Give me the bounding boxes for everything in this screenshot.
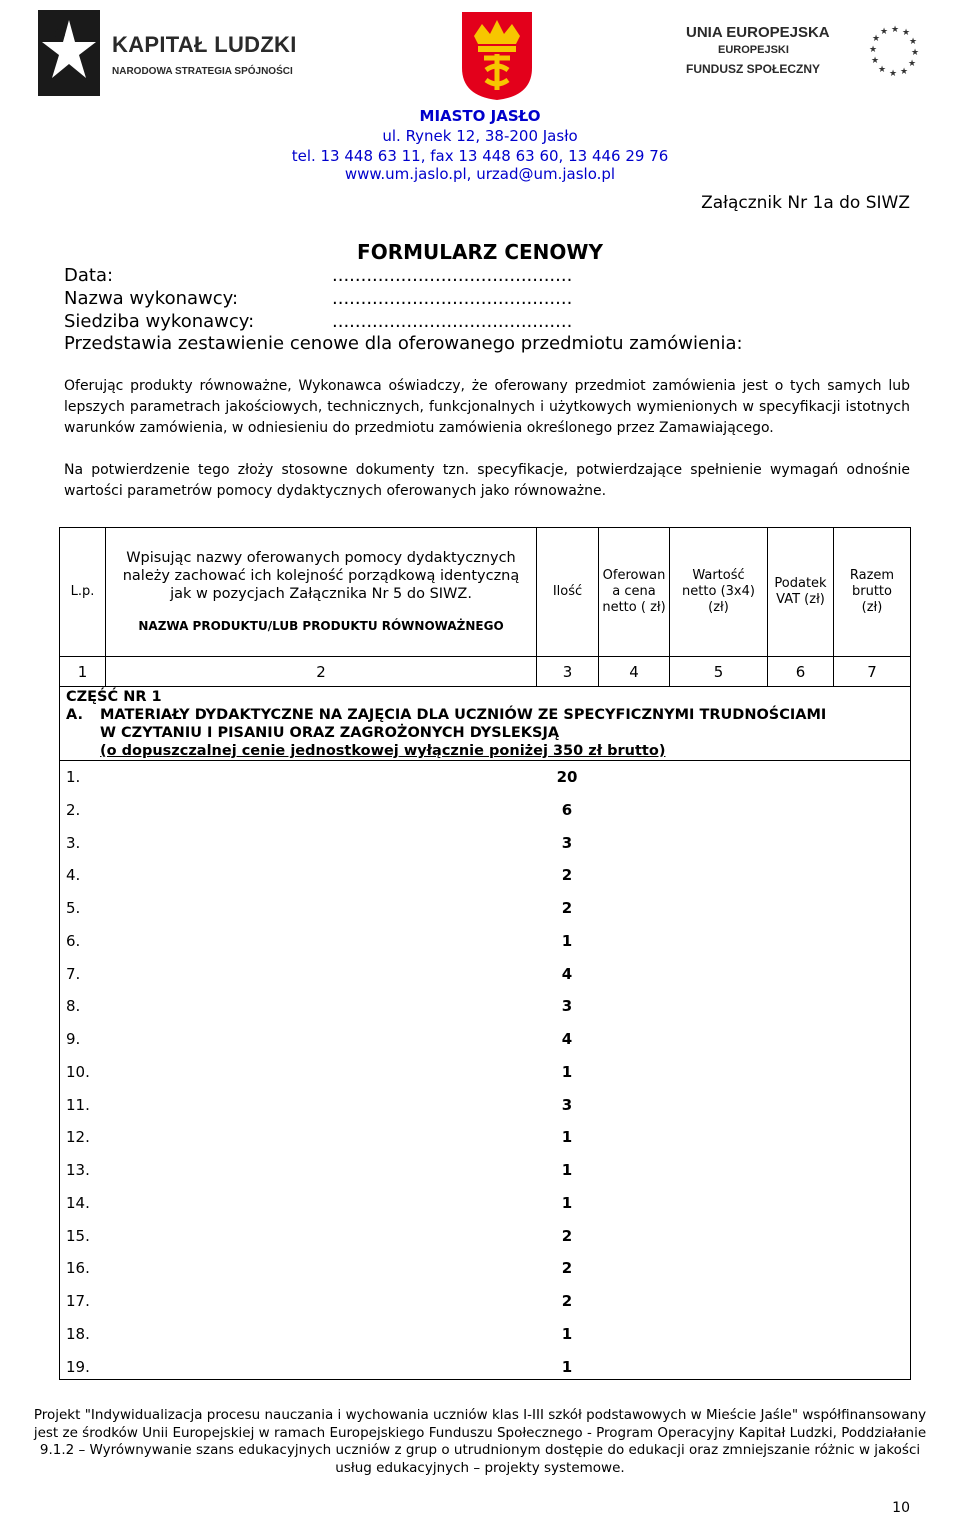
attachment-label: Załącznik Nr 1a do SIWZ (701, 193, 910, 213)
row-quantity: 6 (561, 800, 573, 819)
contractor-address-field (64, 311, 573, 332)
header-vat: Podatek VAT (zł) (774, 576, 827, 607)
project-footer (0, 1407, 960, 1477)
svg-text:★: ★ (908, 59, 917, 69)
footer-line1: Projekt "Indywidualizacja procesu nauczania i wychowania uczniów klas I-III szkół podstawowych w Mieście Jaśle" współfinansowany (33, 1407, 927, 1423)
eu-logo-line2: EUROPEJSKI (718, 44, 789, 56)
section-line1: MATERIAŁY DYDAKTYCZNE NA ZAJĘCIA DLA UCZNIÓW ZE SPECYFICZNYMI TRUDNOŚCIAMI (100, 707, 827, 723)
table-row (60, 1220, 910, 1252)
row-quantity: 1 (561, 1324, 573, 1343)
documents-paragraph: Na potwierdzenie tego złoży stosowne dokumenty tzn. specyfikacje, potwierdzające spełnienie wymagań odnośnie wartości parametrów pomocy dydaktycznych oferowanych jako równoważne. (64, 462, 910, 499)
price-table (59, 527, 911, 1380)
column-number: 7 (867, 663, 877, 681)
footer-line3: 9.1.2 – Wyrównywanie szans edukacyjnych uczniów z grup o utrudnionym dostępie do edukacji oraz zmniejszanie różnic w jakości (39, 1442, 921, 1458)
svg-text:★: ★ (878, 65, 887, 75)
table-row (60, 859, 910, 891)
kapital-ludzki-star-icon (38, 10, 100, 96)
header-quantity: Ilość (552, 584, 583, 599)
date-dots: .......................................... (332, 265, 573, 286)
table-row (60, 1154, 910, 1186)
eu-logo-line3: FUNDUSZ SPOŁECZNY (686, 62, 821, 76)
row-lp: 4. (66, 866, 81, 885)
row-lp: 6. (66, 931, 81, 950)
row-quantity: 20 (556, 768, 578, 786)
eu-logo-line1: UNIA EUROPEJSKA (686, 24, 830, 41)
column-number: 2 (316, 663, 326, 681)
column-number: 5 (713, 663, 724, 681)
equivalence-paragraph: Oferując produkty równoważne, Wykonawca oświadczy, że oferowany przedmiot zamówienia jest o tych samych lub lepszych parametrach jakościowych, technicznych, funkcjonalnych i użytkowych wymienionych w specyfikacji istotnych warunków zamówienia, w odniesieniu do przedmiotu zamówienia określonego przez Zamawiającego. (64, 378, 910, 436)
row-quantity: 1 (561, 1193, 573, 1212)
header-product-name (106, 528, 536, 656)
table-row (60, 1351, 910, 1383)
kapital-ludzki-title: KAPITAŁ LUDZKI (112, 32, 297, 57)
contractor-name-field (64, 288, 573, 309)
section-price-limit: (o dopuszczalnej cenie jednostkowej wyłącznie poniżej 350 zł brutto) (100, 743, 666, 759)
svg-text:★: ★ (871, 56, 880, 66)
table-row (60, 925, 910, 957)
row-quantity: 1 (561, 1128, 573, 1147)
web-email: www.um.jaslo.pl, urzad@um.jaslo.pl (344, 165, 616, 183)
table-row (60, 990, 910, 1022)
footer-line4: usług edukacyjnych – projekty systemowe. (335, 1459, 625, 1476)
svg-text:★: ★ (872, 34, 881, 44)
row-lp: 17. (66, 1292, 90, 1310)
svg-text:★: ★ (889, 69, 898, 78)
row-quantity: 2 (561, 899, 573, 917)
svg-text:★: ★ (902, 28, 911, 38)
contractor-address-dots: .......................................... (332, 311, 573, 332)
row-lp: 7. (66, 964, 81, 983)
row-lp: 19. (66, 1357, 90, 1376)
row-quantity: 4 (561, 964, 573, 983)
row-quantity: 2 (561, 1292, 573, 1310)
row-lp: 10. (66, 1062, 90, 1081)
table-row (60, 892, 910, 924)
row-quantity: 1 (561, 931, 573, 950)
column-number: 4 (629, 663, 639, 681)
column-number: 3 (562, 663, 573, 681)
row-quantity: 3 (561, 1095, 573, 1114)
street-address: ul. Rynek 12, 38-200 Jasło (382, 127, 578, 145)
row-lp: 5. (66, 899, 81, 917)
table-row (60, 827, 910, 859)
row-quantity: 2 (561, 866, 573, 885)
page-number: 10 (892, 1500, 910, 1516)
row-lp: 9. (66, 1030, 81, 1048)
contractor-name-label: Nazwa wykonawcy: (64, 288, 239, 309)
eu-efs-logo (686, 24, 926, 84)
table-row (60, 761, 910, 793)
city-name: MIASTO JASŁO (419, 107, 541, 125)
svg-text:★: ★ (891, 25, 900, 35)
section-line2: W CZYTANIU I PISANIU ORAZ ZAGROŻONYCH DYSLEKSJĄ (100, 725, 560, 741)
contractor-address-label: Siedziba wykonawcy: (64, 311, 255, 332)
form-title: FORMULARZ CENOWY (357, 240, 603, 264)
row-quantity: 2 (561, 1259, 573, 1278)
date-label: Data: (64, 265, 114, 286)
column-number: 6 (795, 663, 806, 681)
row-lp: 15. (66, 1226, 90, 1245)
row-quantity: 3 (561, 833, 573, 852)
row-lp: 1. (66, 768, 81, 786)
row-lp: 16. (66, 1259, 90, 1278)
table-row (60, 1056, 910, 1088)
row-quantity: 4 (561, 1030, 573, 1048)
row-quantity: 1 (561, 1062, 573, 1081)
svg-text:★: ★ (909, 37, 918, 47)
kapital-ludzki-subtitle: NARODOWA STRATEGIA SPÓJNOŚCI (112, 66, 293, 77)
table-row (60, 1318, 910, 1350)
header-lp: L.p. (70, 584, 95, 599)
row-quantity: 2 (561, 1226, 573, 1245)
svg-text:★: ★ (900, 67, 909, 77)
table-row (60, 1023, 910, 1055)
row-lp: 11. (66, 1095, 90, 1114)
footer-line2: jest ze środków Unii Europejskiej w ramach Europejskiego Funduszu Społecznego - Program Operacyjny Kapitał Ludzki, Poddziałanie (33, 1424, 927, 1441)
row-lp: 14. (66, 1193, 90, 1212)
table-row (60, 1089, 910, 1121)
svg-text:★: ★ (911, 48, 920, 58)
kapital-ludzki-logo (38, 10, 297, 100)
section-label: A. (66, 707, 83, 723)
row-lp: 3. (66, 833, 81, 852)
table-row (60, 794, 910, 826)
row-lp: 12. (66, 1128, 90, 1147)
table-row (60, 1252, 910, 1284)
table-row (60, 1285, 910, 1317)
header-unit-price: Oferowan a cena netto ( zł) (602, 568, 666, 615)
jaslo-crest-icon (460, 10, 534, 102)
svg-text:★: ★ (880, 27, 889, 37)
phone-numbers: tel. 13 448 63 11, fax 13 448 63 60, 13 446 29 76 (291, 147, 669, 165)
header-gross: Razem brutto (zł) (849, 568, 895, 615)
column-number: 1 (77, 663, 88, 681)
table-row (60, 1121, 910, 1153)
contractor-name-dots: .......................................... (332, 288, 573, 309)
table-row (60, 958, 910, 990)
row-quantity: 3 (561, 997, 573, 1016)
row-quantity: 1 (561, 1161, 573, 1179)
svg-text:★: ★ (869, 45, 878, 55)
row-quantity: 1 (561, 1357, 573, 1376)
date-field (64, 265, 573, 286)
row-lp: 2. (66, 800, 81, 819)
header-net-value: Wartość netto (3x4) (zł) (682, 568, 755, 615)
presents-statement: Przedstawia zestawienie cenowe dla oferowanego przedmiotu zamówienia: (64, 333, 743, 354)
row-lp: 13. (66, 1161, 90, 1179)
eu-stars-icon (864, 22, 924, 78)
table-row (60, 1187, 910, 1219)
header-product-note: NAZWA PRODUKTU/LUB PRODUKTU RÓWNOWAŻNEGO (138, 619, 504, 633)
row-lp: 8. (66, 997, 81, 1016)
header-product-instruction: Wpisując nazwy oferowanych pomocy dydaktycznych należy zachować ich kolejność porządkową identyczną jak w pozycjach Załącznika Nr 5 do SIWZ. (122, 550, 520, 602)
part-title: CZĘŚĆ NR 1 (66, 689, 162, 705)
row-lp: 18. (66, 1324, 90, 1343)
